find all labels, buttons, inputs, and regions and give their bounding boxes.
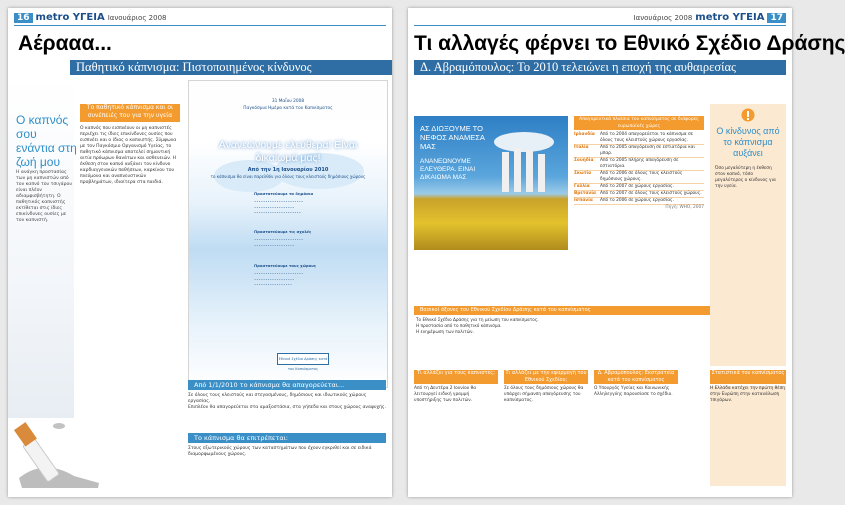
poster-occasion: Παγκόσμια Ημέρα κατά του Καπνίσματος [243,106,333,111]
page-number: 16 [14,13,33,23]
power-plant-photo [414,116,568,250]
right-headline: Τι αλλαγές φέρνει το Εθνικό Σχέδιο Δράσης [414,32,845,55]
sidebar-text: Όσο μεγαλύτερη η έκθεση στον καπνό, τόσο μεγαλύτερος ο κίνδυνος για την υγεία. [715,166,776,189]
timeline-row [574,132,704,145]
column-1-text: Από τη Δευτέρα 2 Ιουνίου θα λειτουργεί ειδική γραμμή υποστήριξης των πολιτών. [414,386,477,403]
info-bullet: Η προστασία από το παθητικό κάπνισμα. [416,323,502,328]
timeline-country: Γαλλία [574,184,590,189]
timeline-row [574,158,704,171]
left-subheadline: Παθητικό κάπνισμα: Πιστοποιημένος κίνδυνος [70,60,392,75]
timeline-text: Από το 2004 απαγορεύεται το κάπνισμα σε όλους τους κλειστούς χώρους εργασίας. [600,132,694,143]
poster-logo: Εθνικό Σχέδιο Δράσης κατά του Καπνίσματος [277,353,329,365]
timeline-text: Από το 2005 πλήρης απαγόρευση σε εστιατόρια. [600,158,679,169]
timeline-text: Από το 2007 σε όλους τους κλειστούς χώρους. [600,191,702,196]
right-folio [634,12,786,23]
intro-blurb: Η ανάγκη προστασίας των μη καπνιστών από τον καπνό του τσιγάρου είναι πλέον αδιαμφισβήτητη. Ο παθητικός καπνιστής εκτίθεται στις ίδιες επικίνδυνες ουσίες με τον καπνιστή. [16,170,72,223]
poster-date: 31 Μαΐου 2008 [271,99,305,104]
sidebar-panel [710,104,786,366]
left-page [8,8,392,497]
column-1-title: Τι αλλάζει για τους καπνιστές; [414,370,498,384]
photo-slogan-2: ΑΝΑΝΕΩΝΟΥΜΕ ΕΛΕΥΘΕΡΑ. ΕΙΝΑΙ ΔΙΚΑΙΩΜΑ ΜΑΣ [420,158,476,181]
section-ban-title: Από 1/1/2010 το κάπνισμα θα απαγορεύεται... [188,380,386,390]
timeline-country: Ισπανία [574,198,593,203]
timeline-row [574,198,704,205]
top-rule [414,25,786,26]
timeline-row [574,191,704,198]
timeline-row [574,184,704,191]
exclamation-icon [741,108,755,122]
poster-list-1-title: Προστατεύουμε τα δημόσια [254,191,314,196]
magazine-name: metro ΥΓΕΙΑ [35,12,105,23]
timeline-country: Σκωτία [574,171,592,176]
issue-date: Ιανουάριος 2008 [633,13,693,22]
timeline-country: Ιρλανδία [574,132,595,137]
photo-slogan-1: ΑΣ ΔΙΩΞΟΥΜΕ ΤΟ ΝΕΦΟΣ ΑΝΑΜΕΣΑ ΜΑΣ [420,124,485,151]
left-body-text: Ο καπνός που εισπνέουν οι μη καπνιστές περιέχει τις ίδιες επικίνδυνες ουσίες που εισπνέει και ο ίδιος ο καπνιστής. Σύμφωνα με τον Παγκόσμιο Οργανισμό Υγείας, το παθητικό κάπνισμα αποτελεί σημαντική αιτία πρόωρων θανάτων και ασθενειών. Η έκθεση στον καπνό αυξάνει τον κίνδυνο καρδιαγγειακών παθήσεων, καρκίνου του πνεύμονα και αναπνευστικών προβλημάτων, ιδιαίτερα στα παιδιά. [80,126,177,185]
poster-list-2-title: Προστατεύουμε τις σχολές [254,229,312,234]
ban-bullet: Σε όλους τους κλειστούς και στεγασμένους, δημόσιους και ιδιωτικούς χώρους εργασίας. [188,393,367,404]
timeline-text: Από το 2007 σε χώρους εργασίας. [600,184,674,189]
cigarette-butt-icon [14,398,106,490]
timeline-country: Βρετανία [574,191,596,196]
column-3-text: Ο Υπουργός Υγείας και Κοινωνικής Αλληλεγγύης παρουσίασε το σχέδιο. [594,386,673,397]
column-4-text: Η Ελλάδα κατέχει την πρώτη θέση στην Ευρώπη στην κατανάλωση τσιγάρων. [710,386,786,486]
section-allowed-text: Στους εξωτερικούς χώρους των καταστημάτων που έχουν εγκριθεί και σε ειδικά διαμορφωμένους χώρους. [188,446,372,457]
chimneys-graphic [494,134,564,194]
timeline-row [574,171,704,184]
column-4-title: Στατιστικά του καπνίσματος [710,370,786,384]
campaign-poster [188,80,388,388]
right-subheadline: Δ. Αβραμόπουλος: Το 2010 τελειώνει η εποχή της αυθαιρεσίας [414,60,786,75]
poster-law-date: Από την 1η Ιανουαρίου 2010 [247,167,329,173]
left-headline: Αέρααα... [18,32,112,55]
poster-list-1-lines: •••••••••••••••••••••• •••••••••••••••••• ••••••••••••••••••••• [254,199,304,215]
poster-law-text: το κάπνισμα θα είναι παρελθόν για όλους τους κλειστούς δημόσιους χώρους [210,174,366,179]
feature-box-title: Το παθητικό κάπνισμα και οι συνέπειές του για την υγεία [80,104,180,122]
timeline-title: Απαγορευτικά πλαίσια του καπνίσματος σε διάφορες ευρωπαϊκές χώρες [574,116,704,130]
pull-quote: Ο καπνός σου ενάντια στη ζωή μου [16,113,77,169]
column-2-text: Σε όλους τους δημόσιους χώρους θα υπάρχει σήμανση απαγόρευσης του καπνίσματος. [504,386,584,403]
ban-bullet: Επιπλέον θα απαγορεύεται στα αμαξοστάσια, στα γήπεδα και στους χώρους αναψυχής. [188,405,387,410]
timeline-source: Πηγή: WHO, 2007 [665,205,704,210]
magazine-name: metro ΥΓΕΙΑ [695,12,765,23]
info-bullets [416,317,706,335]
timeline-list [574,132,704,211]
timeline-row [574,145,704,158]
timeline-text: Από το 2005 απαγόρευση σε εστιατόρια και μπαρ. [600,145,695,156]
page-number: 17 [767,13,786,23]
right-page [408,8,845,497]
column-2-title: Τι αλλάζει με την εφαρμογή του Εθνικού Σχεδίου; [505,370,587,383]
poster-title: Ανανεώνουμε ελεύθερα! Είναι δικαίωμά μας! [218,139,358,164]
timeline-text: Από το 2006 σε χώρους εργασίας. [600,198,674,203]
left-folio [14,12,166,23]
poster-list-3-lines: •••••••••••••••••••••• •••••••••••••••••• ••••••••••••••••• [254,271,304,287]
info-bullet: Το Εθνικό Σχέδιο Δράσης για τη μείωση του καπνίσματος. [416,317,539,322]
top-rule [14,25,386,26]
column-3-title: Δ. Αβραμόπουλος: Εκστρατεία κατά του καπνίσματος [594,370,678,384]
info-title: Βασικοί άξονες του Εθνικού Σχεδίου Δράσης κατά του καπνίσματος [414,306,710,315]
poster-list-3-title: Προστατεύουμε τους χώρους [254,263,317,268]
issue-date: Ιανουάριος 2008 [107,13,167,22]
timeline-country: Ιταλία [574,145,589,150]
section-allowed-title: Το κάπνισμα θα επιτρέπεται: [188,433,386,443]
timeline-country: Σουηδία [574,158,594,163]
info-bullet: Η ενημέρωση των πολιτών. [416,329,474,334]
section-ban-bullets [188,393,386,431]
poster-list-2-lines: •••••••••••••••••••••• •••••••••••••••••• [254,237,304,248]
timeline-text: Από το 2006 σε όλους τους κλειστούς δημόσιους χώρους. [600,171,683,182]
sidebar-title: Ο κίνδυνος από το κάπνισμα αυξάνει [716,126,780,158]
